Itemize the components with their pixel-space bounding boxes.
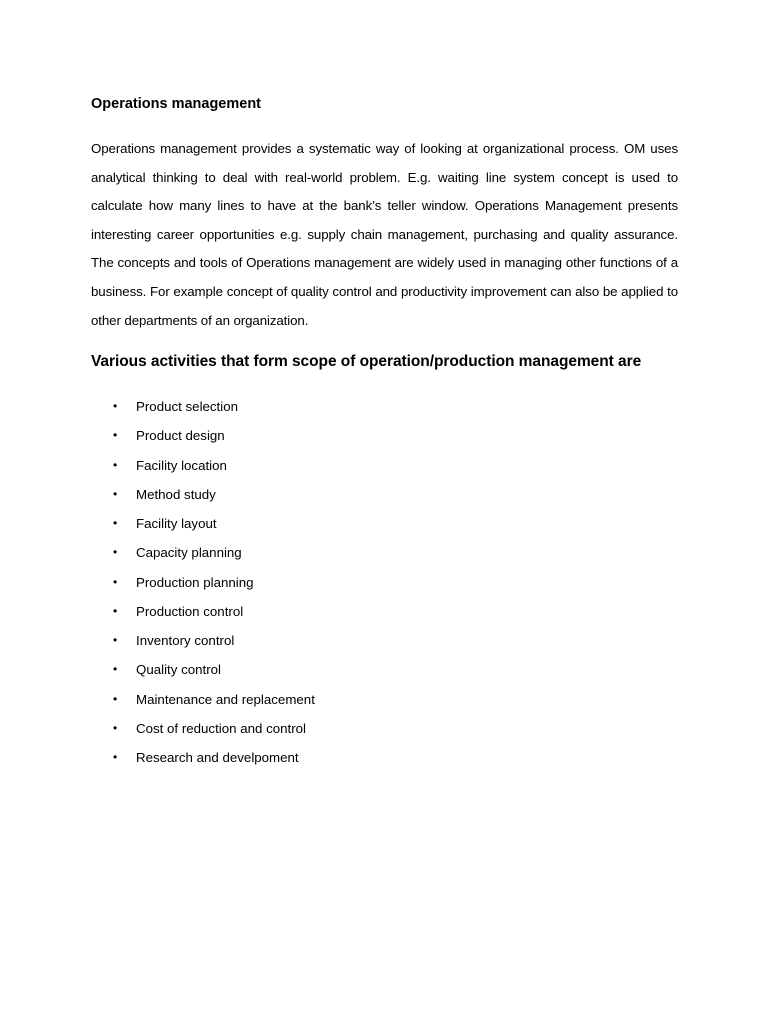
list-item xyxy=(0,421,768,450)
activity-list xyxy=(0,392,768,772)
bullet-icon: • xyxy=(113,486,118,501)
list-item-label: Quality control xyxy=(136,662,221,678)
list-item-label: Facility location xyxy=(136,457,227,473)
bullet-icon: • xyxy=(113,603,118,618)
list-item-label: Method study xyxy=(136,486,216,502)
list-item xyxy=(0,655,768,684)
list-item-label: Product design xyxy=(136,428,225,444)
page-title: Operations management xyxy=(91,96,262,112)
bullet-icon: • xyxy=(113,545,118,560)
bullet-icon: • xyxy=(113,720,118,735)
bullet-icon: • xyxy=(113,662,118,677)
list-item-label: Facility layout xyxy=(136,516,217,531)
list-item-label: Maintenance and replacement xyxy=(136,691,315,707)
list-item-label: Product selection xyxy=(136,399,238,414)
list-item-label: Production control xyxy=(136,603,244,619)
list-item xyxy=(0,597,768,626)
bullet-icon: • xyxy=(113,399,118,413)
bullet-icon: • xyxy=(113,428,118,443)
intro-paragraph: Operations management provides a systematic way of looking at organizational process. OM uses analytical thinking to deal with real-world problem. E.g. waiting line system concept is used to calculate how many lines to have at the bank’s teller window. Operations Management presents interesting career opportunities e.g. supply chain management, purchasing and quality assurance. The concepts and tools of Operations management are widely used in managing other functions of a business. For example concept of quality control and productivity improvement can also be applied to other departments of an organization. xyxy=(91,141,678,328)
list-item-label: Capacity planning xyxy=(136,545,242,561)
list-item xyxy=(0,538,768,567)
bullet-icon: • xyxy=(113,633,118,647)
bullet-icon: • xyxy=(113,691,118,706)
list-item xyxy=(0,714,768,743)
list-item xyxy=(0,451,768,480)
list-item xyxy=(0,568,768,597)
list-item-label: Inventory control xyxy=(136,633,235,648)
bullet-icon: • xyxy=(113,750,118,764)
section-heading: Various activities that form scope of operation/production management are xyxy=(91,353,642,370)
list-item xyxy=(0,743,768,772)
list-item xyxy=(0,685,768,714)
list-item xyxy=(0,509,768,538)
list-item-label: Research and develpoment xyxy=(136,750,299,765)
bullet-icon: • xyxy=(113,457,118,472)
list-item-label: Cost of reduction and control xyxy=(136,720,307,736)
list-item xyxy=(0,480,768,509)
bullet-icon: • xyxy=(113,574,118,589)
list-item xyxy=(0,392,768,421)
bullet-icon: • xyxy=(113,516,118,530)
list-item xyxy=(0,626,768,655)
list-item-label: Production planning xyxy=(136,574,254,590)
